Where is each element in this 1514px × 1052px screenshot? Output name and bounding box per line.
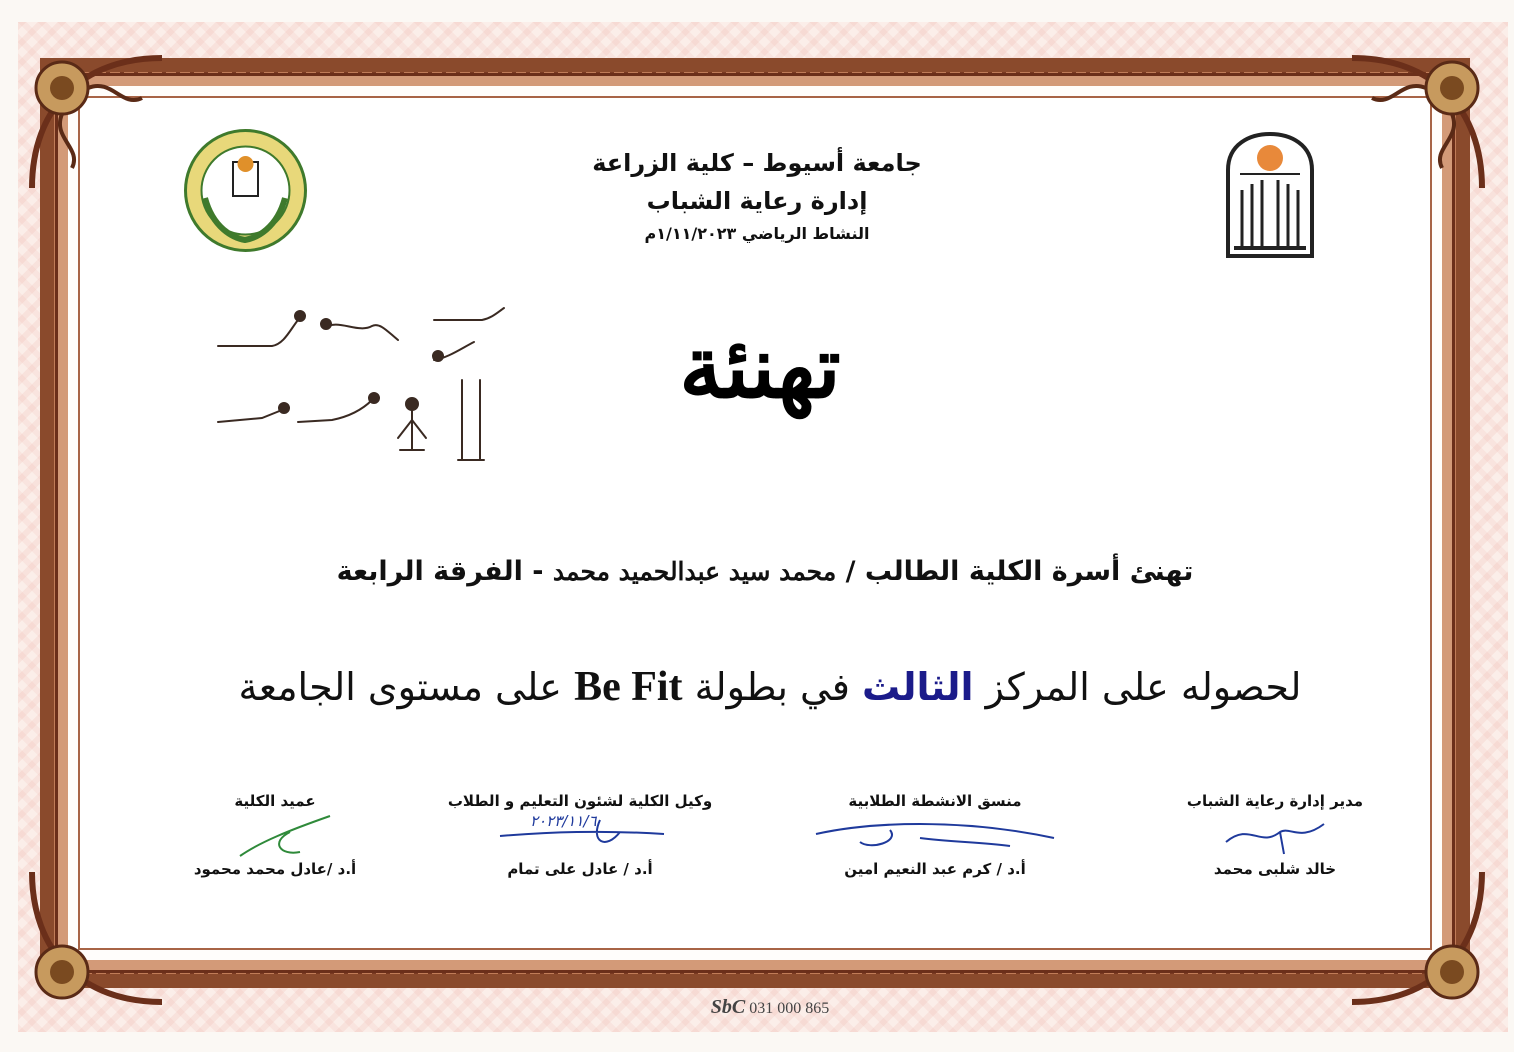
exercise-illustrations <box>212 300 512 488</box>
handwritten-date: ٢٠٢٣/١١/٦ <box>530 812 597 830</box>
certificate-title: تهنئة <box>679 317 841 418</box>
signature-block-youth-director <box>1160 790 1390 880</box>
achievement-line <box>150 657 1390 717</box>
student-year: - الفرقة الرابعة <box>336 556 544 587</box>
congratulation-line <box>230 550 1300 594</box>
faculty-logo <box>183 128 308 253</box>
corner-ornament-icon <box>22 862 172 1012</box>
serial-number <box>680 996 860 1019</box>
university-faculty-line: جامعة أسيوط – كلية الزراعة <box>592 149 922 177</box>
corner-ornament-icon <box>22 48 172 198</box>
serial-brand: SbC <box>710 996 746 1018</box>
signatory-name: أ.د / كرم عبد النعيم امين <box>844 860 1026 878</box>
signature-block-dean <box>170 790 380 880</box>
university-logo <box>1220 130 1320 258</box>
signatory-name: أ.د /عادل محمد محمود <box>193 860 357 878</box>
signature-block-activities-coordinator <box>800 790 1070 880</box>
signature-block-vice-dean <box>420 790 740 880</box>
department-line: إدارة رعاية الشباب <box>646 187 868 215</box>
achievement-text-a: لحصوله على المركز <box>985 665 1302 709</box>
signature-role: عميد الكلية <box>234 792 316 810</box>
activity-date-line: النشاط الرياضي ١/١١/٢٠٢٣م <box>644 224 870 243</box>
serial-code: 031 000 865 <box>749 1000 830 1017</box>
signatory-name: أ.د / عادل على تمام <box>507 860 653 878</box>
corner-ornament-icon <box>1342 48 1492 198</box>
signature-role: وكيل الكلية لشئون التعليم و الطلاب <box>447 792 713 810</box>
rank-text: الثالث <box>861 665 974 709</box>
event-name: Be Fit <box>574 664 683 710</box>
handwritten-signature <box>1220 812 1330 858</box>
congratulation-prefix: تهنئ أسرة الكلية الطالب / <box>845 556 1194 587</box>
signature-role: منسق الانشطة الطلابية <box>848 792 1022 810</box>
certificate-header <box>500 145 1014 247</box>
achievement-text-c: على مستوى الجامعة <box>238 665 562 709</box>
handwritten-signature <box>810 812 1060 858</box>
student-name: محمد سيد عبدالحميد محمد <box>552 557 837 586</box>
handwritten-signature <box>200 812 350 858</box>
signature-role: مدير إدارة رعاية الشباب <box>1186 792 1364 810</box>
achievement-text-b: في بطولة <box>694 665 850 709</box>
signatory-name: خالد شلبى محمد <box>1213 860 1337 878</box>
corner-ornament-icon <box>1342 862 1492 1012</box>
